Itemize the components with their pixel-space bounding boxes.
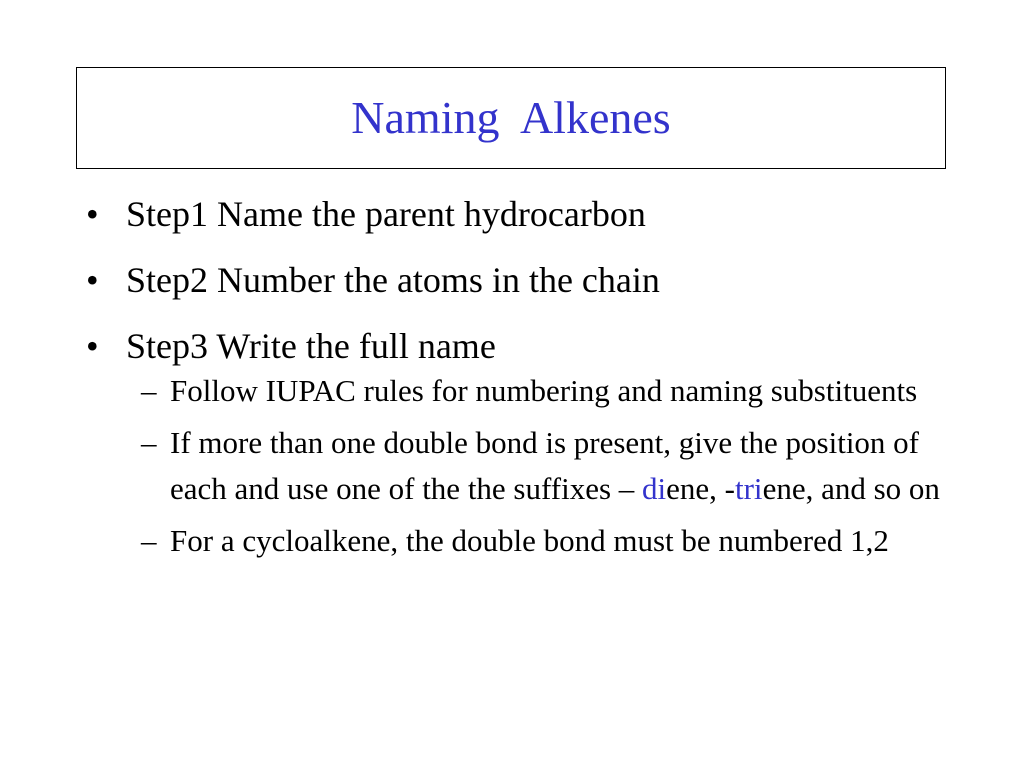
slide-title: Naming Alkenes (351, 92, 671, 143)
step-1-text: Step1 Name the parent hydrocarbon (126, 194, 646, 234)
bullet-list (86, 188, 966, 570)
step-3-text: Step3 Write the full name (126, 326, 496, 366)
bullet-step-2 (86, 254, 966, 306)
bullet-step-3 (86, 320, 966, 372)
tri-prefix: tri (735, 471, 763, 506)
sub-bullet-iupac (86, 368, 966, 414)
sub-bullet-list (86, 368, 966, 564)
multiple-bonds-lead: If more than one double bond is present, give the position of each and use one of the the suffixes – (170, 425, 920, 506)
sub-bullet-marker: – (141, 425, 157, 460)
step-2-text: Step2 Number the atoms in the chain (126, 260, 660, 300)
di-prefix: di (642, 471, 667, 506)
bullet-marker: • (86, 260, 99, 300)
di-rest: ene, - (666, 471, 735, 506)
tri-rest: ene, and so on (762, 471, 940, 506)
bullet-step-1 (86, 188, 966, 240)
sub-bullet-marker: – (141, 373, 157, 408)
sub-bullet-multiple-bonds (86, 420, 966, 512)
title-box (76, 67, 946, 169)
iupac-text: Follow IUPAC rules for numbering and naming substituents (170, 373, 918, 408)
sub-bullet-cycloalkene (86, 518, 966, 564)
bullet-marker: • (86, 326, 99, 366)
bullet-marker: • (86, 194, 99, 234)
sub-bullet-marker: – (141, 523, 157, 558)
cycloalkene-text: For a cycloalkene, the double bond must be numbered 1,2 (170, 523, 889, 558)
